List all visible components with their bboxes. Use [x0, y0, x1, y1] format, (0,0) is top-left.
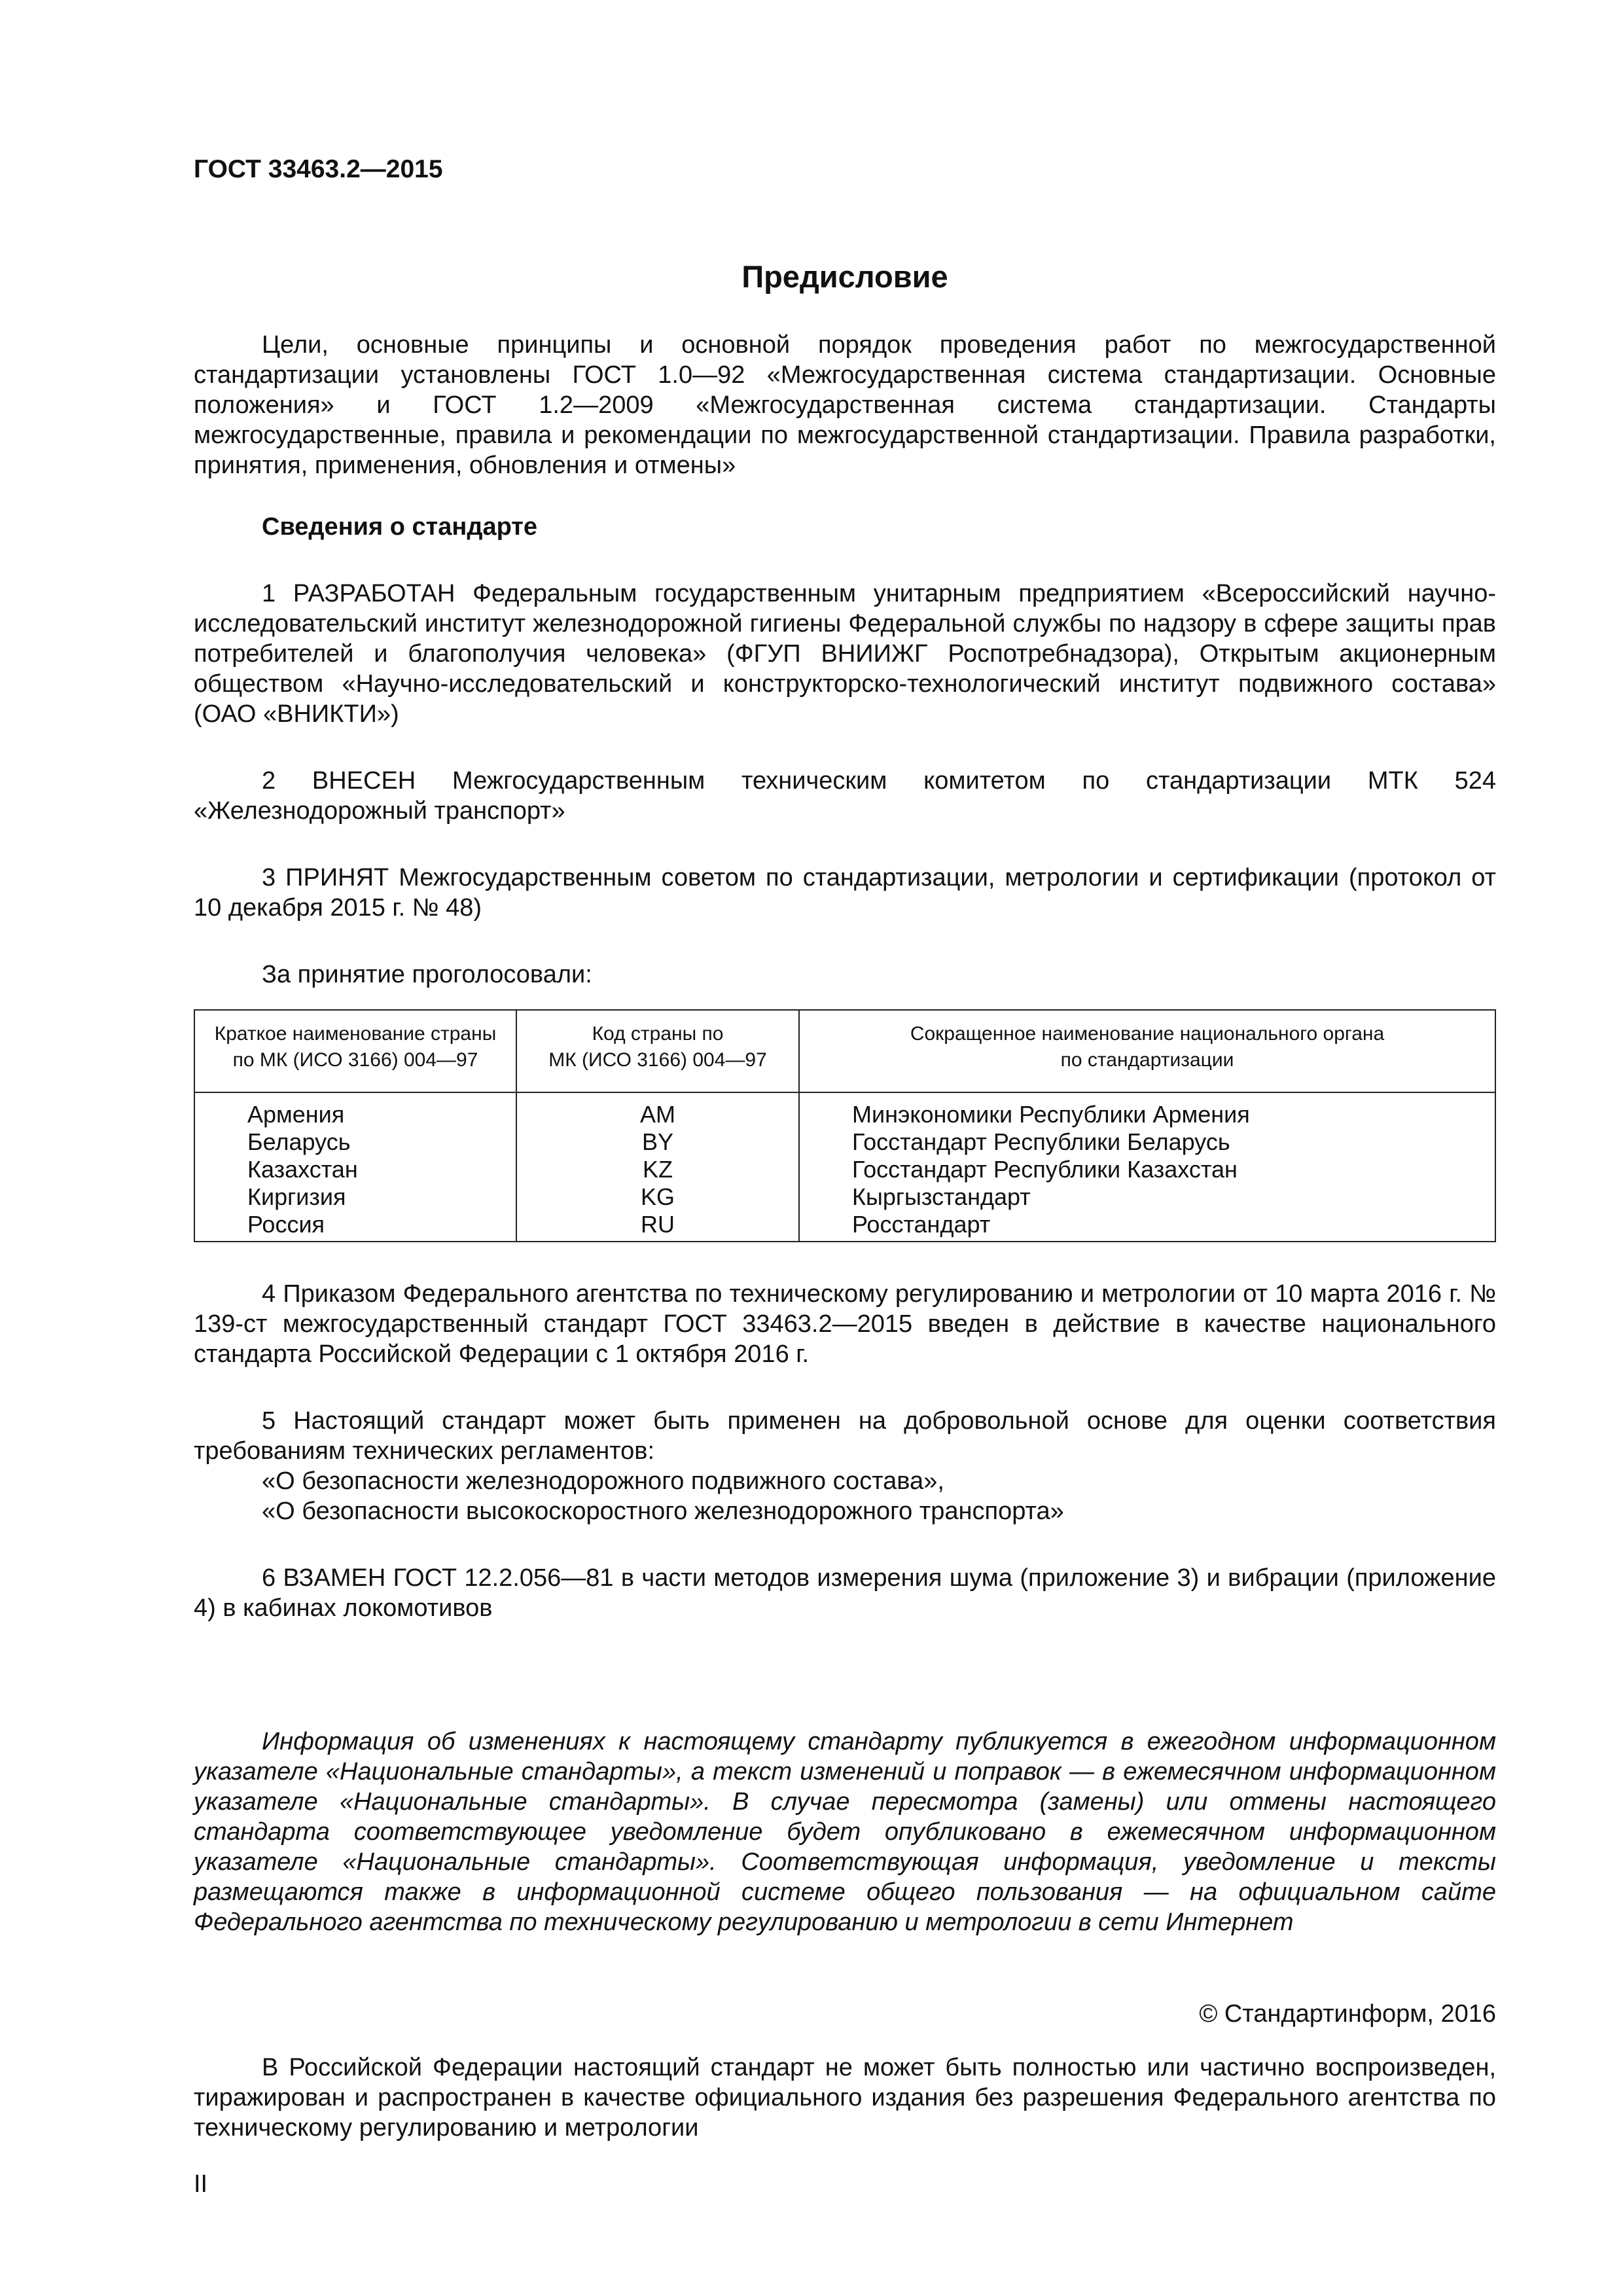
- voted-label: За принятие проголосовали:: [262, 961, 592, 988]
- item-5-list-entry: «О безопасности железнодорожного подвижного состава»,: [262, 1467, 944, 1495]
- intro-paragraph: Цели, основные принципы и основной порядок проведения работ по межгосударственной стандартизации установлены ГОСТ 1.0—92 «Межгосударственная система стандартизации. Основные положения» и ГОСТ 1.2—2009 «Межгосударственная система стандартизации. Стандарты межгосударственные, правила и рекомендации по межгосударственной стандартизации. Правила разработки, принятия, применения, обновления и отмены»: [194, 331, 1496, 479]
- document-page: [194, 154, 1496, 2199]
- header-country-code: [516, 1010, 799, 1092]
- table-row: [194, 1092, 1495, 1128]
- header-line: Краткое наименование страны: [214, 1023, 497, 1045]
- national-body-cell: Минэкономики Республики Армения: [799, 1092, 1495, 1128]
- national-body-cell: Кыргызстандарт: [799, 1183, 1495, 1211]
- legal-notice: В Российской Федерации настоящий стандарт не может быть полностью или частично воспроизведен, тиражирован и распространен в качестве официального издания без разрешения Федерального агентства по техническому регулированию и метрологии: [194, 2054, 1496, 2142]
- country-code-cell: AM: [516, 1092, 799, 1128]
- country-code-cell: KG: [516, 1183, 799, 1211]
- header-line: по МК (ИСО 3166) 004—97: [232, 1049, 478, 1071]
- header-line: МК (ИСО 3166) 004—97: [548, 1049, 767, 1071]
- table-row: [194, 1183, 1495, 1211]
- page-number: II: [194, 2170, 208, 2198]
- item-5-list-entry: «О безопасности высокоскоростного железнодорожного транспорта»: [262, 1498, 1064, 1525]
- voting-table: [194, 1009, 1496, 1242]
- national-body-cell: Росстандарт: [799, 1211, 1495, 1242]
- national-body-cell: Госстандарт Республики Казахстан: [799, 1156, 1495, 1183]
- country-name-cell: Армения: [194, 1092, 516, 1128]
- document-header: ГОСТ 33463.2—2015: [194, 155, 443, 183]
- table-row: [194, 1156, 1495, 1183]
- item-2-paragraph: 2 ВНЕСЕН Межгосударственным техническим комитетом по стандартизации МТК 524 «Железнодорожный транспорт»: [194, 767, 1496, 825]
- item-3-paragraph: 3 ПРИНЯТ Межгосударственным советом по стандартизации, метрологии и сертификации (протокол от 10 декабря 2015 г. № 48): [194, 864, 1496, 922]
- item-1-paragraph: 1 РАЗРАБОТАН Федеральным государственным унитарным предприятием «Всероссийский научно-исследовательский институт железнодорожной гигиены Федеральной службы по надзору в сфере защиты прав потребителей и благополучия человека» (ФГУП ВНИИЖГ Роспотребнадзора), Открытым акционерным обществом «Научно-исследовательский и конструкторско-технологический институт подвижного состава» (ОАО «ВНИКТИ»): [194, 580, 1496, 728]
- country-name-cell: Казахстан: [194, 1156, 516, 1183]
- item-5-paragraph: 5 Настоящий стандарт может быть применен на добровольной основе для оценки соответствия требованиям технических регламентов:: [194, 1407, 1496, 1465]
- item-4-paragraph: 4 Приказом Федерального агентства по техническому регулированию и метрологии от 10 марта 2016 г. № 139-ст межгосударственный стандарт ГОСТ 33463.2—2015 введен в действие в качестве национального стандарта Российской Федерации с 1 октября 2016 г.: [194, 1280, 1496, 1368]
- country-name-cell: Россия: [194, 1211, 516, 1242]
- header-national-body: [799, 1010, 1495, 1092]
- copyright-line: © Стандартинформ, 2016: [1199, 2000, 1496, 2028]
- country-code-cell: BY: [516, 1128, 799, 1156]
- section-subtitle: Сведения о стандарте: [262, 513, 538, 541]
- country-name-cell: Беларусь: [194, 1128, 516, 1156]
- table-row: [194, 1211, 1495, 1242]
- item-6-paragraph: 6 ВЗАМЕН ГОСТ 12.2.056—81 в части методов измерения шума (приложение 3) и вибрации (приложение 4) в кабинах локомотивов: [194, 1564, 1496, 1622]
- header-line: Сокращенное наименование национального органа: [910, 1023, 1385, 1045]
- info-notice: Информация об изменениях к настоящему стандарту публикуется в ежегодном информационном указателе «Национальные стандарты», а текст изменений и поправок — в ежемесячном информационном указателе «Национальные стандарты». В случае пересмотра (замены) или отмены настоящего стандарта соответствующее уведомление будет опубликовано в ежемесячном информационном указателе «Национальные стандарты». Соответствующая информация, уведомление и тексты размещаются также в информационной системе общего пользования — на официальном сайте Федерального агентства по техническому регулированию и метрологии в сети Интернет: [194, 1728, 1496, 1936]
- national-body-cell: Госстандарт Республики Беларусь: [799, 1128, 1495, 1156]
- header-country-name: [194, 1010, 516, 1092]
- table-header-row: [194, 1010, 1495, 1092]
- page-title: Предисловие: [741, 259, 948, 294]
- country-code-cell: KZ: [516, 1156, 799, 1183]
- table-row: [194, 1128, 1495, 1156]
- country-code-cell: RU: [516, 1211, 799, 1242]
- header-line: по стандартизации: [1060, 1049, 1234, 1071]
- country-name-cell: Киргизия: [194, 1183, 516, 1211]
- header-line: Код страны по: [592, 1023, 724, 1045]
